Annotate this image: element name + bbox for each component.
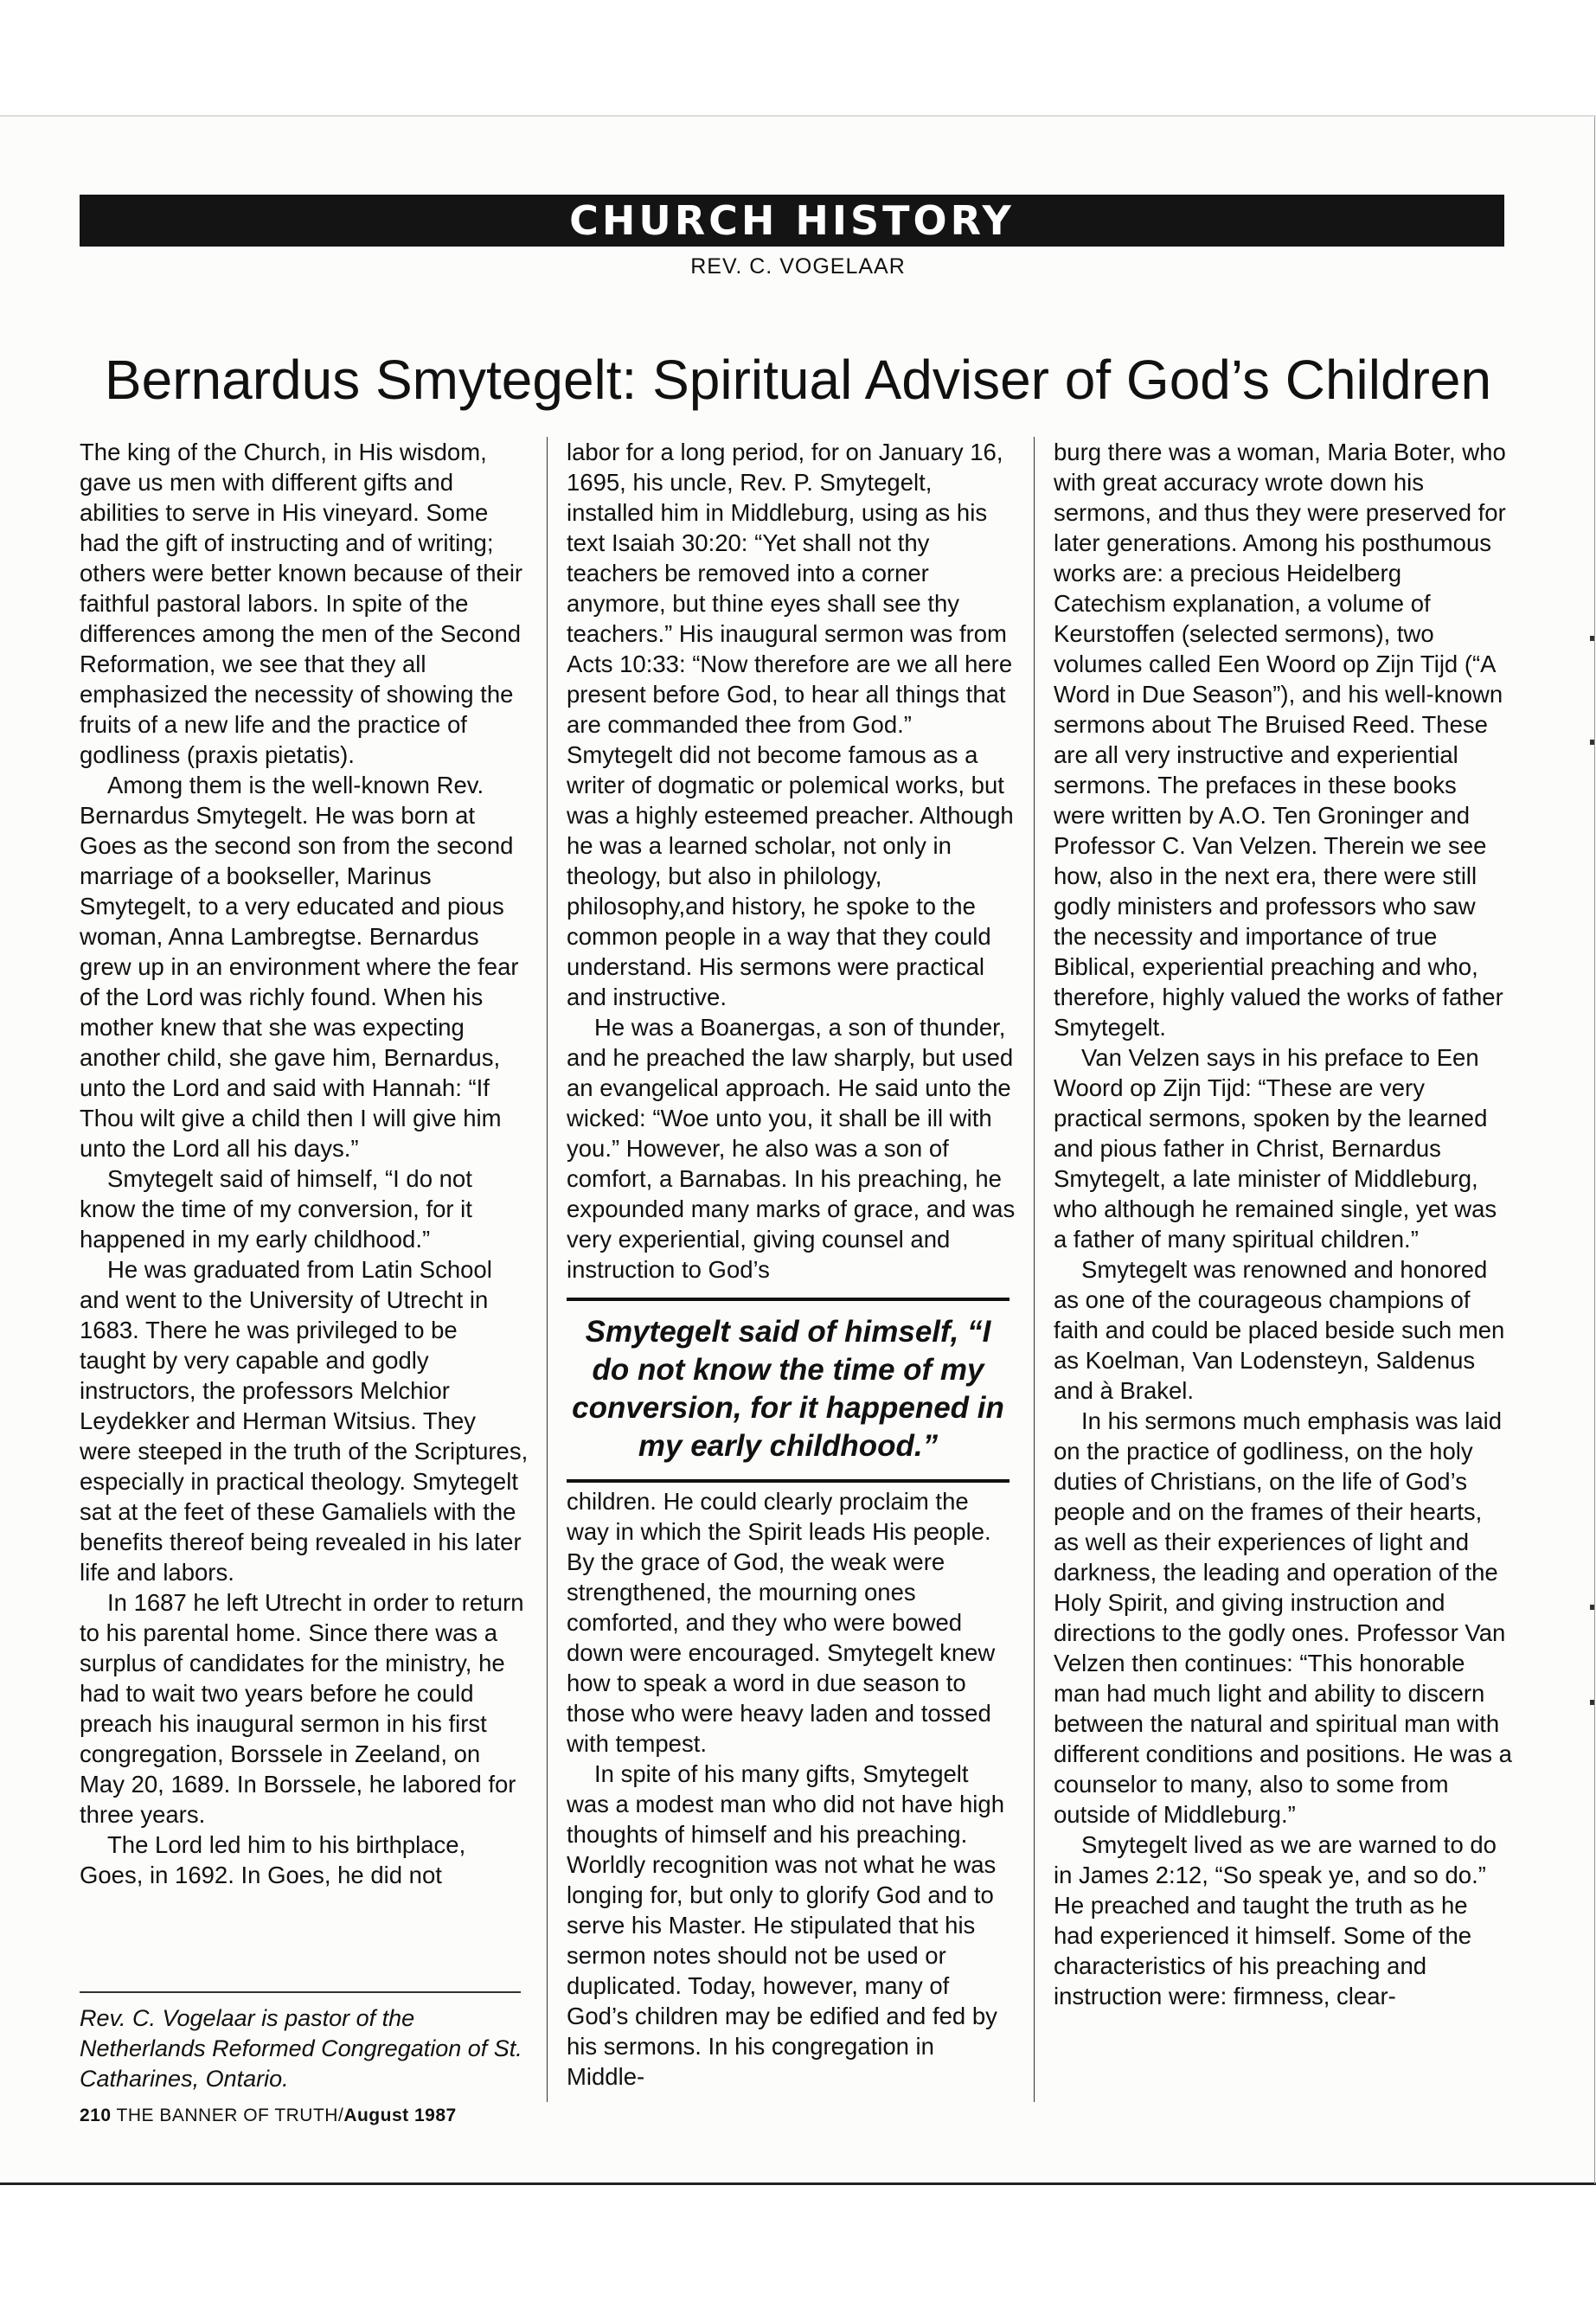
paragraph: The Lord led him to his birthplace, Goes, in 1692. In Goes, he did not xyxy=(80,1831,466,1888)
footnote-rule xyxy=(80,1991,521,1993)
author-footnote: Rev. C. Vogelaar is pastor of the Netherlands Reformed Congregation of St. Catharines, Ontario. xyxy=(80,2005,522,2092)
pull-quote: Smytegelt said of himself, “I do not know the time of my conversion, for it happened in my early childhood.” xyxy=(567,1298,1010,1483)
page-number: 210 xyxy=(80,2106,112,2125)
paragraph: He was graduated from Latin School and went to the University of Utrecht in 1683. There he was privileged to be taught by very capable and godly instructors, the professors Melchior Leydekker and Herman Witsius. They were steeped in the truth of the Scriptures, especially in practical theology. Smytegelt sat at the feet of these Gamaliels with the benefits thereof being revealed in his later life and labors. xyxy=(80,1256,529,1586)
paragraph: labor for a long period, for on January 16, 1695, his uncle, Rev. P. Smytegelt, installed him in Middleburg, using as his text Isaiah 30:20: “Yet shall not thy teachers be removed into a corner anymore, but thine eyes shall see thy teachers.” His inaugural sermon was from Acts 10:33: “Now therefore are we all here present before God, to hear all things that are commanded thee from God.” Smytegelt did not become famous as a writer of dogmatic or polemical works, but was a highly esteemed preacher. Although he was a learned scholar, not only in theology, but also in philology, philosophy,and history, he spoke to the common people in a way that they could understand. His sermons were practical and instructive. xyxy=(567,439,1014,1010)
paragraph: burg there was a woman, Maria Boter, who with great accuracy wrote down his sermons, and thus they were preserved for later generations. Among his posthumous works are: a precious Heidelberg Catechism explanation, a volume of Keurstoffen (selected sermons), two volumes called Een Woord op Zijn Tijd (“A Word in Due Season”), and his well-known sermons about The Bruised Reed. These are all very instructive and experiential sermons. The prefaces in these books were written by A.O. Ten Groninger and Professor C. Van Velzen. Therein we see how, also in the next era, there were still godly ministers and professors who saw the necessity and importance of true Biblical, experiential preaching and who, therefore, highly valued the works of father Smytegelt. xyxy=(1054,439,1506,1041)
paragraph: children. He could clearly proclaim the way in which the Spirit leads His people. By the grace of God, the weak were strengthened, the mourning ones comforted, and they who were bowed down were encouraged. Smytegelt knew how to speak a word in due season to those who were heavy laden and tossed with tempest. xyxy=(567,1488,996,1757)
paragraph: Smytegelt lived as we are warned to do in James 2:12, “So speak ye, and so do.” He preached and taught the truth as he had experienced it himself. Some of the characteristics of his preaching and instruction were: firmness, clear- xyxy=(1054,1831,1497,2009)
edge-mark xyxy=(1590,1700,1594,1705)
page-top-edge xyxy=(0,115,1596,117)
paragraph: The king of the Church, in His wisdom, gave us men with different gifts and abilities to serve in His vineyard. Some had the gift of instructing and of writing; others were better known because of their faithful pastoral labors. In spite of the differences among the men of the Second Reformation, we see that they all emphasized the necessity of showing the fruits of a new life and the practice of godliness (praxis pietatis). xyxy=(80,439,523,768)
edge-mark xyxy=(1590,1605,1594,1610)
publication-name: THE BANNER OF TRUTH/ xyxy=(116,2106,344,2125)
page-bottom-edge xyxy=(0,2182,1596,2185)
section-banner: CHURCH HISTORY xyxy=(80,195,1504,247)
column-divider xyxy=(547,437,548,2102)
article-title: Bernardus Smytegelt: Spiritual Adviser of God’s Children xyxy=(104,349,1492,411)
column-2-continued xyxy=(567,1486,1016,2092)
column-1 xyxy=(80,437,529,1890)
issue-date: August 1987 xyxy=(343,2106,457,2125)
author-byline: REV. C. VOGELAAR xyxy=(690,254,906,279)
paragraph: Among them is the well-known Rev. Bernardus Smytegelt. He was born at Goes as the second son from the second marriage of a bookseller, Marinus Smytegelt, to a very educated and pious woman, Anna Lambregtse. Bernardus grew up in an environment where the fear of the Lord was richly found. When his mother knew that she was expecting another child, she gave him, Bernardus, unto the Lord and said with Hannah: “If Thou wilt give a child then I will give him unto the Lord all his days.” xyxy=(80,772,519,1162)
paragraph: He was a Boanergas, a son of thunder, and he preached the law sharply, but used an evangelical approach. He said unto the wicked: “Woe unto you, it shall be ill with you.” However, he also was a son of comfort, a Barnabas. In his preaching, he expounded many marks of grace, and was very experiential, giving counsel and instruction to God’s xyxy=(567,1014,1016,1283)
column-2 xyxy=(567,437,1016,1285)
column-divider xyxy=(1034,437,1035,2102)
edge-mark xyxy=(1590,636,1594,641)
paragraph: In spite of his many gifts, Smytegelt was a modest man who did not have high thoughts of himself and his preaching. Worldly recognition was not what he was longing for, but only to glorify God and to serve his Master. He stipulated that his sermon notes should not be used or duplicated. Today, however, many of God’s children may be edified and fed by his sermons. In his congregation in Middle- xyxy=(567,1760,1004,2090)
column-3 xyxy=(1054,437,1512,2011)
paragraph: In his sermons much emphasis was laid on the practice of godliness, on the holy duties of Christians, on the life of God’s people and on the frames of their hearts, as well as their experiences of light and darkness, the leading and operation of the Holy Spirit, and giving instruction and directions to the godly ones. Professor Van Velzen then continues: “This honorable man had much light and ability to discern between the natural and spiritual man with different conditions and positions. He was a counselor to many, also to some from outside of Middleburg.” xyxy=(1054,1407,1512,1828)
page-footer xyxy=(80,2106,457,2126)
paragraph: Smytegelt said of himself, “I do not know the time of my conversion, for it happened in my early childhood.” xyxy=(80,1165,472,1253)
paragraph: In 1687 he left Utrecht in order to return to his parental home. Since there was a surplus of candidates for the ministry, he had to wait two years before he could preach his inaugural sermon in his first congregation, Borssele in Zeeland, on May 20, 1689. In Borssele, he labored for three years. xyxy=(80,1589,524,1828)
page-right-edge xyxy=(1594,117,1595,2184)
edge-mark xyxy=(1590,740,1594,745)
paragraph: Van Velzen says in his preface to Een Woord op Zijn Tijd: “These are very practical sermons, spoken by the learned and pious father in Christ, Bernardus Smytegelt, a late minister of Middleburg, who although he remained single, yet was a father of many spiritual children.” xyxy=(1054,1044,1497,1253)
paragraph: Smytegelt was renowned and honored as one of the courageous champions of faith and could be placed beside such men as Koelman, Van Lodensteyn, Saldenus and à Brakel. xyxy=(1054,1256,1505,1404)
